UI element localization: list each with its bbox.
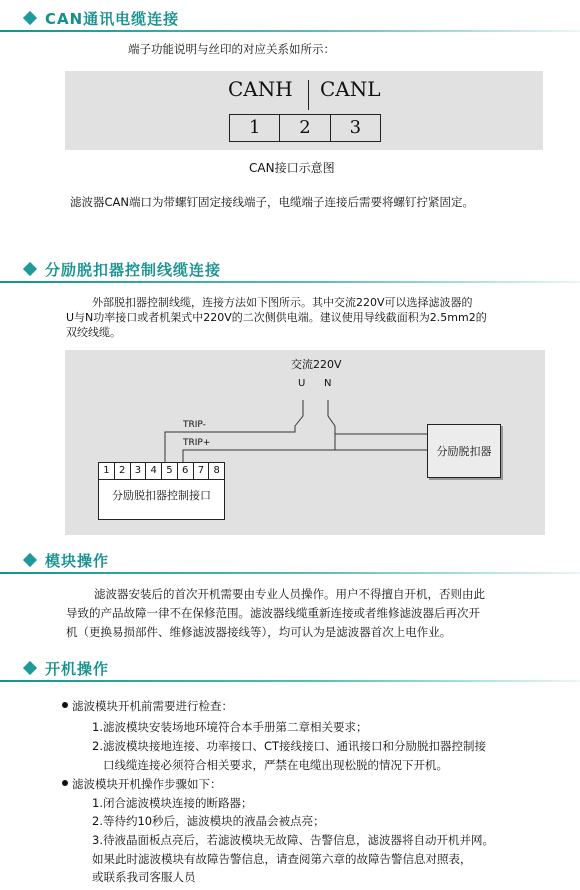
- section-header-can: [0, 6, 580, 32]
- pin-2: 2: [115, 463, 131, 479]
- pin-8: 8: [213, 465, 220, 476]
- breaker-box: [427, 424, 501, 478]
- pin-5: 5: [162, 463, 178, 479]
- can-caption: CAN接口示意图: [249, 161, 335, 175]
- pin-7: 7: [194, 463, 210, 479]
- bullet-icon: [62, 702, 68, 708]
- diamond-icon: [23, 262, 37, 276]
- n-label: N: [324, 378, 332, 389]
- trip-minus-wire: [165, 400, 303, 462]
- module-line2: 导致的产品故障一律不在保修范围。滤波器线缆重新连接或者维修滤波器后再次开: [66, 606, 480, 620]
- diamond-icon: [23, 553, 37, 567]
- trip-para-line2: U与N功率接口或者机架式中220V的二次侧供电端。建议使用导线截面积为2.5mm2的: [66, 311, 487, 324]
- bullet-icon: [62, 780, 68, 786]
- steps-title-text: 滤波模块开机操作步骤如下：: [72, 777, 222, 791]
- breaker-label: 分励脱扣器: [436, 445, 492, 458]
- trip-minus-label: TRIP-: [183, 420, 206, 430]
- section-rule: [0, 281, 580, 283]
- module-line1: 滤波器安装后的首次开机需要由专业人员操作。用户不得擅自开机，否则由此: [94, 587, 485, 601]
- trip-plus-label: TRIP+: [183, 438, 211, 448]
- label-divider: [308, 80, 309, 110]
- section-header-trip: [0, 257, 580, 283]
- trip-plus-wire: [183, 400, 335, 462]
- section-rule: [0, 680, 580, 682]
- pin-4: 4: [146, 463, 162, 479]
- pin-3: 3: [131, 463, 147, 479]
- can-diagram-panel: [65, 71, 543, 150]
- trip-para-line3: 双绞线缆。: [66, 326, 121, 339]
- check-title: [62, 697, 233, 715]
- pin-row: [99, 463, 224, 480]
- ac-label: 交流220V: [291, 358, 342, 371]
- control-port-label: 分励脱扣器控制接口: [112, 489, 211, 502]
- section-title: 模块操作: [45, 552, 110, 570]
- section-title: 开机操作: [45, 660, 110, 678]
- step-3-cont-2: 或联系我司客服人员: [92, 870, 196, 884]
- section-header-module: [0, 548, 580, 574]
- module-line3: 机（更换易损部件、维修滤波器接线等），均可认为是滤波器首次上电作业。: [66, 625, 452, 639]
- canh-label: CANH: [228, 77, 293, 101]
- check-item-1: 1.滤波模块安装场地环境符合本手册第二章相关要求；: [92, 720, 368, 734]
- section-title: 分励脱扣器控制线缆连接: [45, 261, 222, 279]
- section-title: CAN通讯电缆连接: [45, 10, 180, 28]
- step-3: 3.待液晶面板点亮后，若滤波模块无故障、告警信息，滤波器将自动开机并网。: [92, 833, 494, 847]
- section-rule: [0, 572, 580, 574]
- control-port-box: [98, 462, 225, 520]
- pin-1: 1: [99, 463, 115, 479]
- check-title-text: 滤波模块开机前需要进行检查：: [72, 699, 233, 713]
- diamond-icon: [23, 11, 37, 25]
- diamond-icon: [23, 661, 37, 675]
- pin-6: 6: [178, 463, 194, 479]
- trip-diagram-panel: [65, 350, 545, 535]
- step-2: 2.等待约10秒后，滤波模块的液晶会被点亮；: [92, 814, 325, 828]
- steps-title: [62, 775, 222, 793]
- can-note: 滤波器CAN端口为带螺钉固定接线端子，电缆端子连接后需要将螺钉拧紧固定。: [70, 195, 474, 209]
- check-item-2-cont: 口线缆连接必须符合相关要求，严禁在电缆出现松脱的情况下开机。: [103, 758, 448, 772]
- terminal-3: 3: [349, 117, 362, 138]
- canl-label: CANL: [320, 77, 381, 101]
- step-3-cont-1: 如果此时滤波模块有故障告警信息，请查阅第六章的故障告警信息对照表，: [92, 852, 472, 866]
- can-terminal-block: [229, 114, 381, 142]
- check-item-2: 2.滤波模块接地连接、功率接口、CT接线接口、通讯接口和分励脱扣器控制接: [92, 739, 487, 753]
- u-label: U: [298, 378, 306, 389]
- terminal-1: 1: [230, 115, 280, 141]
- terminal-2: 2: [280, 115, 330, 141]
- step-1: 1.闭合滤波模块连接的断路器；: [92, 796, 253, 810]
- section-header-startup: [0, 656, 580, 682]
- trip-para-line1: 外部脱扣器控制线缆，连接方法如下图所示。其中交流220V可以选择滤波器的: [92, 296, 473, 309]
- section-rule: [0, 30, 580, 32]
- can-intro: 端子功能说明与丝印的对应关系如所示：: [128, 42, 335, 56]
